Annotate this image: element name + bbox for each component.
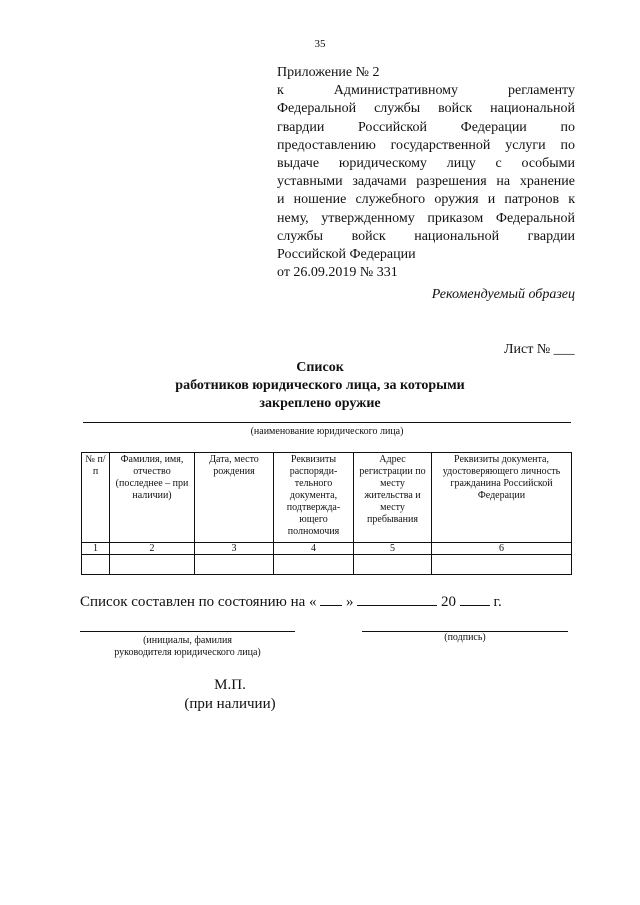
name-signature-line[interactable]	[80, 631, 295, 632]
appendix-line: выдаче юридическому лицу с особыми	[277, 156, 575, 172]
quote-close: »	[346, 594, 354, 610]
compiled-date-line	[80, 592, 502, 611]
column-number-cell: 5	[354, 543, 432, 555]
table-cell[interactable]	[432, 555, 572, 575]
name-signature-caption	[80, 635, 295, 659]
stamp-place	[150, 676, 310, 714]
header-cell-identity-document: Реквизиты документа, удостоверяющего личность гражданина Российской Федерации	[432, 453, 572, 543]
appendix-line: гвардии Российской Федерации по	[277, 119, 575, 135]
caption-line: (инициалы, фамилия	[143, 635, 232, 646]
table-cell[interactable]	[274, 555, 354, 575]
organization-name-caption: (наименование юридического лица)	[250, 426, 404, 437]
year-prefix: 20	[441, 594, 457, 610]
column-number-cell: 4	[274, 543, 354, 555]
column-number-cell: 1	[82, 543, 110, 555]
year-blank-field[interactable]	[460, 592, 490, 606]
column-number-cell: 6	[432, 543, 572, 555]
table-column-numbers-row	[82, 543, 572, 555]
appendix-line: к Административному регламенту	[277, 83, 575, 99]
stamp-label: М.П.	[214, 677, 246, 693]
month-blank-field[interactable]	[357, 592, 437, 606]
appendix-line: нему, утвержденному приказом Федеральной	[277, 210, 575, 226]
table-cell[interactable]	[82, 555, 110, 575]
table-cell[interactable]	[195, 555, 274, 575]
title-line: закреплено оружие	[259, 396, 381, 411]
employees-table	[81, 452, 572, 575]
table-row	[82, 555, 572, 575]
appendix-line: Федеральной службы войск национальной	[277, 101, 575, 117]
column-number-cell: 2	[110, 543, 195, 555]
appendix-block	[277, 64, 575, 282]
day-blank-field[interactable]	[320, 592, 342, 606]
sheet-number-label: Лист № ___	[504, 342, 575, 357]
table-cell[interactable]	[110, 555, 195, 575]
table-cell[interactable]	[354, 555, 432, 575]
year-suffix: г.	[493, 594, 502, 610]
header-cell-number: № п/п	[82, 453, 110, 543]
organization-name-line	[83, 422, 571, 423]
header-cell-address: Адрес регистрации по месту жительства и месту пребывания	[354, 453, 432, 543]
appendix-line: службы войск национальной гвардии	[277, 228, 575, 244]
signature-caption: (подпись)	[444, 632, 486, 643]
compiled-text: Список составлен по состоянию на «	[80, 594, 317, 610]
header-cell-birth: Дата, место рождения	[195, 453, 274, 543]
recommended-sample-label: Рекомендуемый образец	[431, 287, 575, 302]
appendix-line: Приложение № 2	[277, 65, 380, 80]
header-cell-full-name: Фамилия, имя, отчество (последнее – при наличии)	[110, 453, 195, 543]
page-number: 35	[314, 38, 326, 50]
stamp-note: (при наличии)	[184, 696, 276, 712]
caption-line: руководителя юридического лица)	[114, 647, 261, 658]
appendix-line: Российской Федерации	[277, 247, 416, 263]
appendix-line: уставными задачами разрешения на хранение	[277, 174, 575, 190]
appendix-line: от 26.09.2019 № 331	[277, 265, 398, 281]
title-line: Список	[296, 360, 344, 375]
table-header-row	[82, 453, 572, 543]
title-line: работников юридического лица, за которыми	[175, 378, 465, 393]
document-title	[0, 359, 640, 413]
appendix-line: предоставлению государственной услуги по	[277, 137, 575, 153]
column-number-cell: 3	[195, 543, 274, 555]
header-cell-authority-document: Реквизиты распоряди-тельного документа, подтвержда-ющего полномочия	[274, 453, 354, 543]
appendix-line: и ношение служебного оружия и патронов к	[277, 192, 575, 208]
